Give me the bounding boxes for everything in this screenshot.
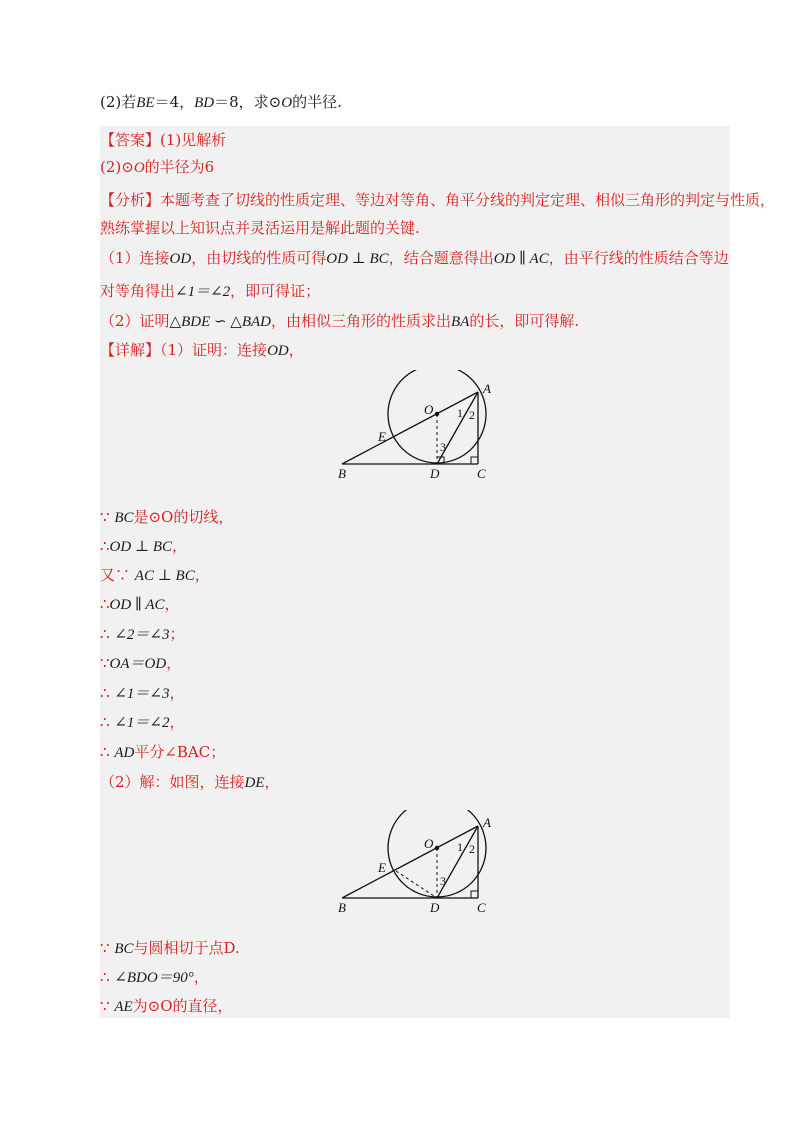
label-o: O xyxy=(424,402,434,417)
detail-tag: 【详解】 xyxy=(100,341,161,359)
segment-de xyxy=(396,871,437,898)
label-c: C xyxy=(477,900,486,915)
label-angle-3: 3 xyxy=(440,440,446,454)
detail-line-6: ∵OA＝OD， xyxy=(100,654,182,672)
label-angle-2: 2 xyxy=(469,408,475,422)
analysis-step2-line: （2）证明△BDE ∽ △BAD，由相似三角形的性质求出BA的长，即可得解. xyxy=(100,312,580,330)
detail-part2-line: （2）解：如图，连接DE， xyxy=(100,773,280,791)
label-c: C xyxy=(477,466,486,481)
detail-line-4: ∴OD ∥ AC， xyxy=(100,595,180,613)
detail2-line-1: ∵ BC与圆相切于点D. xyxy=(100,939,240,957)
label-b: B xyxy=(338,900,346,915)
label-angle-3: 3 xyxy=(440,874,446,888)
label-o: O xyxy=(424,836,434,851)
center-dot xyxy=(435,412,439,416)
detail-line-7: ∴ ∠1＝∠3， xyxy=(100,684,185,702)
label-d: D xyxy=(430,466,440,481)
label-b: B xyxy=(338,466,346,481)
label-a: A xyxy=(483,815,491,830)
label-e: E xyxy=(378,429,386,444)
detail-line-2: ∴OD ⊥ BC， xyxy=(100,537,188,555)
analysis-line-1: 【分析】本题考查了切线的性质定理、等边对等角、角平分线的判定定理、相似三角形的判定与性质， xyxy=(100,191,776,209)
label-angle-1: 1 xyxy=(457,406,463,420)
detail2-line-3: ∵ AE为⊙O的直径， xyxy=(100,997,233,1015)
geometry-figure-2 xyxy=(330,810,500,920)
detail2-line-2: ∴ ∠BDO＝90°， xyxy=(100,968,209,986)
detail-intro-line: 【详解】（1）证明：连接OD， xyxy=(100,341,304,359)
detail-line-3: 又∵ AC ⊥ BC， xyxy=(100,566,210,584)
answer-tag: 【答案】 xyxy=(100,131,161,149)
center-dot xyxy=(435,846,439,850)
label-angle-2: 2 xyxy=(469,842,475,856)
detail-line-8: ∴ ∠1＝∠2， xyxy=(100,713,185,731)
analysis-step1-line-2: 对等角得出∠1＝∠2，即可得证； xyxy=(100,282,321,300)
label-a: A xyxy=(483,381,491,396)
label-e: E xyxy=(378,860,386,875)
question-line: (2)若BE＝4，BD＝8，求⊙O的半径. xyxy=(100,93,342,111)
answer-line-1: 【答案】(1)见解析 xyxy=(100,131,227,149)
detail-line-9: ∴ AD平分∠BAC； xyxy=(100,743,226,761)
label-angle-1: 1 xyxy=(457,840,463,854)
right-angle-c xyxy=(471,457,478,464)
detail-line-1: ∵ BC是⊙O的切线， xyxy=(100,508,234,526)
geometry-figure-1 xyxy=(330,370,500,485)
analysis-tag: 【分析】 xyxy=(100,191,161,209)
detail-line-5: ∴ ∠2＝∠3； xyxy=(100,625,185,643)
analysis-line-2: 熟练掌握以上知识点并灵活运用是解此题的关键. xyxy=(100,219,420,237)
right-angle-c xyxy=(471,891,478,898)
analysis-step1-line-1: （1）连接OD，由切线的性质可得OD ⊥ BC，结合题意得出OD ∥ AC，由平行线的性质结合等边 xyxy=(100,249,729,267)
answer-line-2: (2)⊙O的半径为6 xyxy=(100,158,215,176)
label-d: D xyxy=(430,900,440,915)
